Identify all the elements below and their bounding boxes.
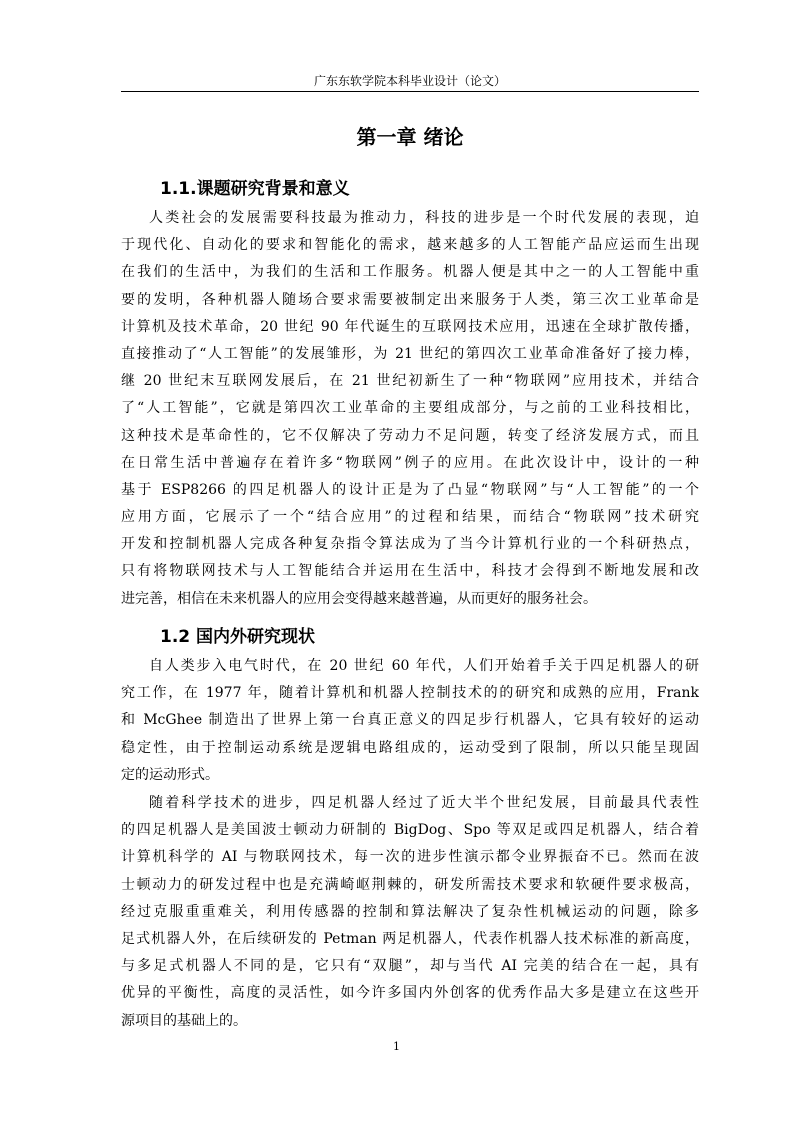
text-line: 进完善，相信在未来机器人的应用会变得越来越普遍，从而更好的服务社会。 [121,590,597,607]
text-line: 足式机器人外，在后续研发的 Petman 两足机器人，代表作机器人技术标准的新高度， [121,930,699,947]
page-number: 1 [393,1040,400,1053]
text-line: 稳定性，由于控制运动系统是逻辑电路组成的，运动受到了限制，所以只能呈现固 [121,739,699,756]
text-line: 在我们的生活中，为我们的生活和工作服务。机器人便是其中之一的人工智能中重 [121,264,699,281]
paragraph-research-current [121,790,699,1035]
text-line: 在日常生活中普遍存在着许多“物联网”例子的应用。在此次设计中，设计的一种 [121,454,699,471]
text-line: 了“人工智能”，它就是第四次工业革命的主要组成部分，与之前的工业科技相比， [121,400,699,417]
text-line: 要的发明，各种机器人随场合要求需要被制定出来服务于人类，第三次工业革命是 [121,291,699,308]
text-line: 人类社会的发展需要科技最为推动力，科技的进步是一个时代发展的表现，迫 [149,210,699,226]
chapter-title: 第一章 绪论 [356,125,464,149]
paragraph-background [121,205,699,613]
text-line: 优异的平衡性，高度的灵活性，如今许多国内外创客的优秀作品大多是建立在这些开 [121,985,699,1002]
text-line: 和 McGhee 制造出了世界上第一台真正意义的四足步行机器人，它具有较好的运动 [121,712,699,729]
text-line: 随着科学技术的进步，四足机器人经过了近大半个世纪发展，目前最具代表性 [149,795,699,811]
text-line: 于现代化、自动化的要求和智能化的需求，越来越多的人工智能产品应运而生出现 [121,237,699,254]
paragraph-research-history [121,653,699,789]
text-line: 究工作，在 1977 年，随着计算机和机器人控制技术的的研究和成熟的应用，Frank [121,685,699,702]
text-line: 开发和控制机器人完成各种复杂指令算法成为了当今计算机行业的一个科研热点， [121,536,699,553]
text-line: 经过克服重重难关，利用传感器的控制和算法解决了复杂性机械运动的问题，除多 [121,903,699,920]
text-line: 自人类步入电气时代，在 20 世纪 60 年代，人们开始着手关于四足机器人的研 [149,658,699,674]
page-header: 广东东软学院本科毕业设计（论文） [313,74,506,88]
section-title-1-2: 1.2 国内外研究现状 [160,627,316,647]
text-line: 计算机科学的 AI 与物联网技术，每一次的进步性演示都令业界振奋不已。然而在波 [121,849,699,866]
section-title-1-1: 1.1.课题研究背景和意义 [160,179,350,199]
text-line: 与多足式机器人不同的是，它只有“双腿”，却与当代 AI 完美的结合在一起，具有 [121,958,699,975]
header-rule [121,91,699,92]
text-line: 源项目的基础上的。 [121,1012,247,1029]
text-line: 直接推动了“人工智能”的发展雏形，为 21 世纪的第四次工业革命准备好了接力棒， [121,345,699,362]
text-line: 这种技术是革命性的，它不仅解决了劳动力不足问题，转变了经济发展方式，而且 [121,427,699,444]
text-line: 计算机及技术革命，20 世纪 90 年代诞生的互联网技术应用，迅速在全球扩散传播， [121,318,699,335]
text-line: 只有将物联网技术与人工智能结合并运用在生活中，科技才会得到不断地发展和改 [121,563,699,580]
text-line: 基于 ESP8266 的四足机器人的设计正是为了凸显“物联网”与“人工智能”的一个 [121,481,699,498]
text-line: 应用方面，它展示了一个“结合应用”的过程和结果，而结合“物联网”技术研究 [121,509,699,526]
text-line: 定的运动形式。 [121,766,219,783]
text-line: 士顿动力的研发过程中也是充满崎岖荆棘的，研发所需技术要求和软硬件要求极高， [121,876,699,893]
text-line: 的四足机器人是美国波士顿动力研制的 BigDog、Spo 等双足或四足机器人，结合着 [121,822,699,839]
text-line: 继 20 世纪末互联网发展后，在 21 世纪初新生了一种“物联网”应用技术，并结合 [121,373,699,390]
